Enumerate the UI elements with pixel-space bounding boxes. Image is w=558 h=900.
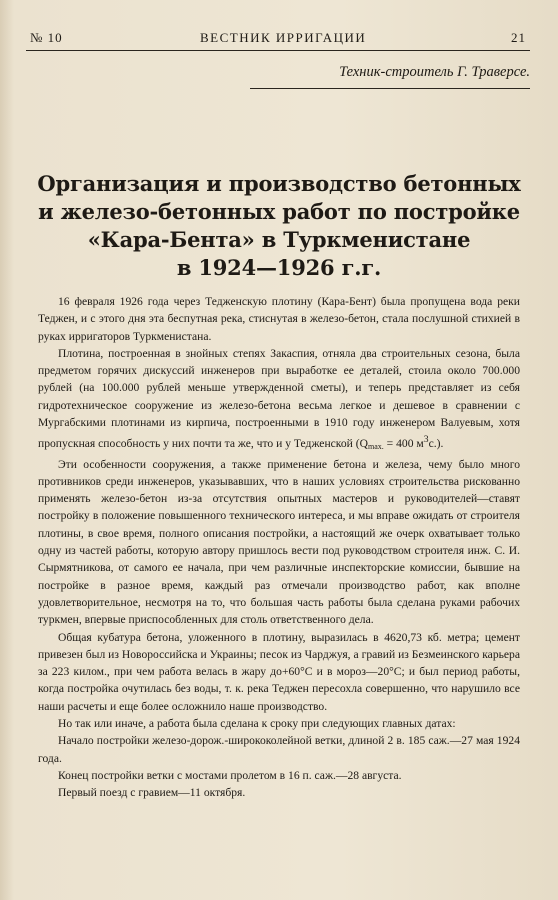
paragraph: Эти особенности сооружения, а также применение бетона и железа, чему было много противников среди инженеров, указывавших, что в наших условиях строительства рискованно применять железо-бетон из-за отсутствия опытных мастеров и руководителей—ставят постройку в положение повышенного технического интереса, и мы вправе ожидать от строителя плотины, в свое время, полного описания постройки, а настоящий же очерк охватывает только одну из частей работы, которую автору пришлось вести под руководством строителя инж. С. И. Сырмятникова, от самого ее начала, при чем различные инспекторские комиссии, бывшие на постройке в разное время, каждый раз отмечали производство работ, как вполне удовлетворительное, несмотря на то, что большая часть работы была сделана руками рабочих туркмен, впервые приспособленных для столь ответственного дела. [38,457,520,627]
paragraph [38,345,520,456]
formula-subscript: max. [367,442,384,452]
formula-text: = 400 м [383,437,424,451]
paragraph: Общая кубатура бетона, уложенного в плотину, выразилась в 4620,73 кб. метра; цемент привезен был из Новороссийска и Украины; песок из Чарджуя, а гравий из Безмеинского карьера за 223 килом., при чем работа велась в жару до+60°C и в мороз—20°C; и был период работы, когда постройка очутилась без воды, т. к. река Теджен пересохла совершенно, что нарушило все наши расчеты и еще более осложнило наше производство. [38,630,520,713]
article-title [22,170,536,282]
paragraph: Начало постройки железо-дорож.-ширококолейной ветки, длиной 2 в. 185 саж.—27 мая 1924 года. [38,734,520,765]
paragraph: Но так или иначе, а работа была сделана к сроку при следующих главных датах: [58,716,456,730]
article-body [38,293,520,801]
header-rule [26,50,530,51]
paragraph-text: Плотина, построенная в знойных степях Закаспия, отняла два строительных сезона, была предметом горячих дискуссий инженеров при выработке ее деталей, стоила около 700.000 рублей (на 100.000 рублей меньше утвержденной сметы), и теперь представляет из себя гидротехническое сооружение из железо-бетона весьма легкое и дешевое в сравнении с Мургабскими плотинами из кирпича, построенными в 1910 году инженером Валуевым, хотя пропускная способность у них почти та же, что и у Тедженской (Q [38,346,520,451]
paragraph: Первый поезд с гравием—11 октября. [58,786,246,800]
author-line: Техник-строитель Г. Траверсе. [339,64,530,80]
title-line: «Кара-Бента» в Туркменистане [87,227,471,252]
page-header [30,30,530,50]
formula-superscript: 3 [423,434,429,446]
formula-tail: с.). [428,437,444,451]
page-number: 21 [511,30,526,45]
paragraph: 16 февраля 1926 года через Тедженскую плотину (Кара-Бент) была пропущена вода реки Теджен, и с этого дня эта беспутная река, стиснутая в железо-бетон, стала послушной стихией в руках ирригаторов Туркменистана. [38,295,520,343]
title-line: Организация и производство бетонных [37,171,521,196]
paragraph: Конец постройки ветки с мостами пролетом в 16 п. саж.—28 августа. [58,768,402,782]
issue-number: № 10 [30,30,63,45]
journal-title: ВЕСТНИК ИРРИГАЦИИ [200,30,367,45]
title-line: и железо-бетонных работ по постройке [38,199,520,224]
author-rule [250,88,530,89]
title-line: в 1924—1926 г.г. [176,255,382,280]
